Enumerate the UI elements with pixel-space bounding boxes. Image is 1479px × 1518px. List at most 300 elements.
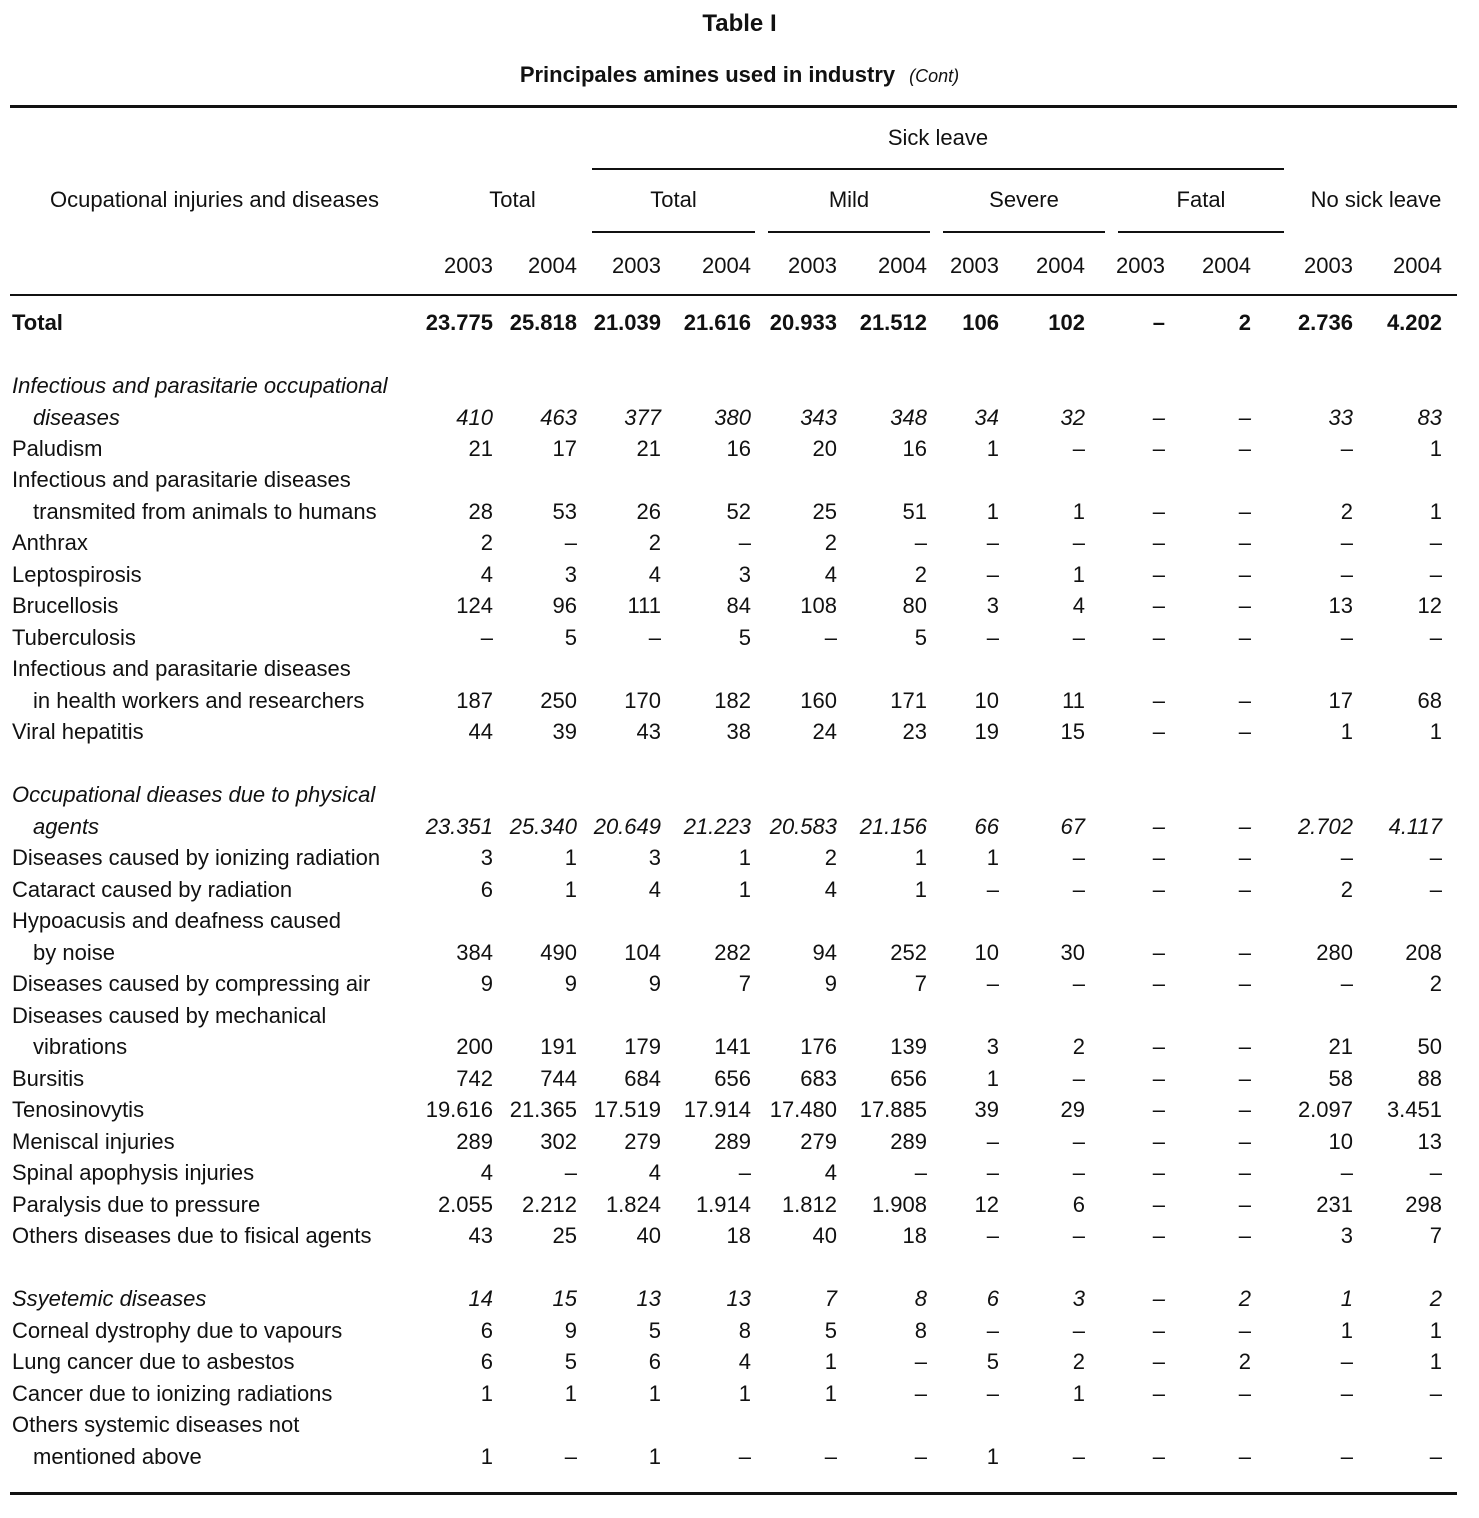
- table-row: [0, 842, 1479, 874]
- table-cell: 83: [1417, 405, 1442, 430]
- table-cell: 39: [552, 719, 577, 744]
- mild-rule: [768, 231, 930, 233]
- table-cell: 104: [624, 940, 661, 965]
- table-cell: 26: [636, 499, 661, 524]
- table-cell: 1: [824, 1349, 837, 1374]
- table-cell: 7: [914, 971, 927, 996]
- year-header: 2003: [1116, 253, 1165, 278]
- table-cell: 1.914: [695, 1192, 751, 1217]
- row-label: Bursitis: [12, 1066, 85, 1091]
- row-label: Infectious and parasitarie occupational: [12, 373, 388, 398]
- table-row: [0, 1126, 1479, 1158]
- table-cell: 377: [624, 405, 661, 430]
- table-cell: 2: [480, 530, 493, 555]
- table-cell: 106: [962, 310, 999, 335]
- table-cell: 2.055: [437, 1192, 493, 1217]
- header-mild: Mild: [828, 187, 870, 212]
- table-cell: 1: [1340, 1286, 1353, 1311]
- table-cell: –: [564, 1444, 577, 1469]
- table-cell: 5: [648, 1318, 661, 1343]
- table-row: [0, 590, 1479, 622]
- table-cell: 4: [480, 1160, 493, 1185]
- table-cell: –: [1072, 971, 1085, 996]
- row-label: transmited from animals to humans: [33, 499, 377, 524]
- table-cell: 3: [648, 845, 661, 870]
- table-cell: –: [1238, 1066, 1251, 1091]
- table-cell: 1: [738, 877, 751, 902]
- table-cell: 182: [714, 688, 751, 713]
- header-total: Total: [489, 187, 536, 212]
- table-cell: 29: [1060, 1097, 1085, 1122]
- table-cell: 1: [1429, 436, 1442, 461]
- table-cell: 19: [974, 719, 999, 744]
- table-cell: 24: [812, 719, 837, 744]
- table-cell: 20.933: [769, 310, 837, 335]
- table-cell: –: [738, 1160, 751, 1185]
- table-cell: –: [648, 625, 661, 650]
- table-cell: –: [914, 1444, 927, 1469]
- table-row: [0, 307, 1479, 339]
- year-header: 2004: [1202, 253, 1251, 278]
- table-cell: 5: [738, 625, 751, 650]
- row-label: Lung cancer due to asbestos: [12, 1349, 295, 1374]
- table-cell: 2.097: [1297, 1097, 1353, 1122]
- table-row: [0, 1283, 1479, 1315]
- table-cell: –: [1238, 562, 1251, 587]
- table-row: [0, 433, 1479, 465]
- table-row: [0, 1189, 1479, 1221]
- table-cell: 21.156: [859, 814, 927, 839]
- subtitle-note: (Cont): [909, 66, 960, 86]
- table-cell: 21: [636, 436, 661, 461]
- table-cell: 2: [1340, 877, 1353, 902]
- table-cell: –: [986, 625, 999, 650]
- table-cell: 21: [468, 436, 493, 461]
- year-header: 2003: [1304, 253, 1353, 278]
- table-cell: –: [1429, 845, 1442, 870]
- table-cell: 18: [726, 1223, 751, 1248]
- table-cell: –: [1072, 1223, 1085, 1248]
- table-cell: 43: [468, 1223, 493, 1248]
- table-cell: 9: [564, 1318, 577, 1343]
- table-cell: 3: [986, 593, 999, 618]
- table-cell: 2: [1238, 1349, 1251, 1374]
- row-label: Infectious and parasitarie diseases: [12, 467, 351, 492]
- table-row: [0, 716, 1479, 748]
- table-cell: 250: [540, 688, 577, 713]
- table-cell: 1.824: [605, 1192, 661, 1217]
- table-cell: 32: [1060, 405, 1085, 430]
- table-cell: 1: [564, 845, 577, 870]
- row-label: mentioned above: [33, 1444, 202, 1469]
- table-cell: 23.351: [425, 814, 493, 839]
- table-cell: 39: [974, 1097, 999, 1122]
- table-cell: 1: [648, 1444, 661, 1469]
- table-cell: –: [1152, 499, 1165, 524]
- table-cell: 3: [1340, 1223, 1353, 1248]
- table-cell: 50: [1417, 1034, 1442, 1059]
- table-cell: 14: [468, 1286, 493, 1311]
- table-cell: 17: [552, 436, 577, 461]
- table-cell: –: [986, 971, 999, 996]
- table-cell: 21.512: [859, 310, 927, 335]
- table-cell: –: [1238, 593, 1251, 618]
- row-label: Hypoacusis and deafness caused: [12, 908, 341, 933]
- table-cell: –: [1340, 530, 1353, 555]
- table-cell: 348: [890, 405, 927, 430]
- table-cell: 280: [1316, 940, 1353, 965]
- table-cell: 25.818: [509, 310, 577, 335]
- bottom-rule: [10, 1492, 1457, 1495]
- row-label: Diseases caused by mechanical: [12, 1003, 327, 1028]
- severe-rule: [943, 231, 1105, 233]
- table-cell: –: [1152, 1318, 1165, 1343]
- table-cell: –: [986, 877, 999, 902]
- table-row: [0, 937, 1479, 969]
- table-cell: 21.039: [593, 310, 661, 335]
- table-cell: –: [1238, 845, 1251, 870]
- table-cell: 84: [726, 593, 751, 618]
- table-cell: 176: [800, 1034, 837, 1059]
- table-cell: 58: [1328, 1066, 1353, 1091]
- table-cell: –: [1238, 814, 1251, 839]
- table-cell: –: [1340, 1160, 1353, 1185]
- table-cell: 9: [564, 971, 577, 996]
- table-cell: –: [1340, 845, 1353, 870]
- row-label: Meniscal injuries: [12, 1129, 175, 1154]
- table-cell: –: [1152, 562, 1165, 587]
- table-cell: 17.480: [769, 1097, 837, 1122]
- table-cell: 12: [1417, 593, 1442, 618]
- table-cell: –: [1072, 877, 1085, 902]
- table-cell: 5: [564, 1349, 577, 1374]
- table-cell: –: [564, 530, 577, 555]
- table-cell: –: [1238, 877, 1251, 902]
- table-cell: 2: [1429, 1286, 1442, 1311]
- table-cell: –: [1238, 1097, 1251, 1122]
- table-row: [0, 653, 1479, 685]
- table-cell: 191: [540, 1034, 577, 1059]
- table-cell: –: [824, 1444, 837, 1469]
- table-row: [0, 968, 1479, 1000]
- table-cell: –: [986, 562, 999, 587]
- row-label: by noise: [33, 940, 115, 965]
- table-cell: 4: [480, 562, 493, 587]
- table-row: [0, 1441, 1479, 1473]
- row-label: in health workers and researchers: [33, 688, 365, 713]
- table-cell: 18: [902, 1223, 927, 1248]
- table-row: [0, 1220, 1479, 1252]
- table-cell: 10: [974, 940, 999, 965]
- year-header: 2004: [1393, 253, 1442, 278]
- table-cell: 19.616: [425, 1097, 493, 1122]
- table-cell: –: [1152, 1066, 1165, 1091]
- table-cell: 52: [726, 499, 751, 524]
- table-title: Table I: [702, 10, 777, 37]
- year-header: 2003: [788, 253, 837, 278]
- table-cell: –: [1238, 499, 1251, 524]
- table-cell: 1: [648, 1381, 661, 1406]
- subtitle-text: Principales amines used in industry: [519, 62, 896, 87]
- table-cell: 683: [800, 1066, 837, 1091]
- table-cell: –: [1340, 562, 1353, 587]
- table-cell: 4: [648, 1160, 661, 1185]
- header-sick-leave: Sick leave: [887, 125, 989, 150]
- table-cell: 13: [636, 1286, 661, 1311]
- table-cell: 20.649: [593, 814, 661, 839]
- table-cell: –: [1238, 530, 1251, 555]
- table-cell: 384: [456, 940, 493, 965]
- row-label: Tuberculosis: [12, 625, 136, 650]
- table-cell: 28: [468, 499, 493, 524]
- row-label: vibrations: [33, 1034, 128, 1059]
- table-cell: 111: [627, 593, 661, 618]
- year-header: 2004: [878, 253, 927, 278]
- table-cell: 16: [726, 436, 751, 461]
- row-label: Diseases caused by compressing air: [12, 971, 371, 996]
- table-cell: 656: [890, 1066, 927, 1091]
- table-cell: –: [1072, 1444, 1085, 1469]
- table-cell: –: [1072, 1160, 1085, 1185]
- table-cell: 1: [1072, 499, 1085, 524]
- table-cell: –: [1238, 1223, 1251, 1248]
- table-cell: 43: [636, 719, 661, 744]
- table-cell: 68: [1417, 688, 1442, 713]
- table-cell: 7: [1429, 1223, 1442, 1248]
- table-row: [0, 496, 1479, 528]
- row-label: Anthrax: [12, 530, 88, 555]
- header-fatal: Fatal: [1176, 187, 1226, 212]
- table-cell: –: [1238, 1129, 1251, 1154]
- table-cell: –: [1238, 719, 1251, 744]
- table-cell: 208: [1405, 940, 1442, 965]
- table-cell: –: [1152, 940, 1165, 965]
- table-cell: 1: [914, 877, 927, 902]
- fatal-rule: [1118, 231, 1284, 233]
- table-cell: 8: [914, 1318, 927, 1343]
- top-rule: [10, 105, 1457, 108]
- table-row: [0, 1094, 1479, 1126]
- header-rule: [10, 294, 1457, 296]
- row-label: diseases: [33, 405, 120, 430]
- table-cell: 4.117: [1388, 814, 1442, 839]
- table-row: [0, 1031, 1479, 1063]
- table-cell: 38: [726, 719, 751, 744]
- row-label: Infectious and parasitarie diseases: [12, 656, 351, 681]
- sick-total-rule: [592, 231, 755, 233]
- table-cell: 3: [738, 562, 751, 587]
- row-label: Corneal dystrophy due to vapours: [12, 1318, 343, 1343]
- row-label: Others diseases due to fisical agents: [12, 1223, 372, 1248]
- table-cell: –: [1429, 1381, 1442, 1406]
- row-label: Leptospirosis: [12, 562, 142, 587]
- table-cell: –: [1152, 1223, 1165, 1248]
- table-cell: 179: [624, 1034, 661, 1059]
- table-cell: 656: [714, 1066, 751, 1091]
- table-cell: 289: [456, 1129, 493, 1154]
- table-row: [0, 622, 1479, 654]
- table-cell: 1: [986, 1444, 999, 1469]
- table-row: [0, 1346, 1479, 1378]
- table-cell: 5: [986, 1349, 999, 1374]
- table-cell: 3: [986, 1034, 999, 1059]
- table-cell: –: [1152, 625, 1165, 650]
- table-row: [0, 1063, 1479, 1095]
- table-cell: 7: [738, 971, 751, 996]
- table-cell: –: [1072, 1318, 1085, 1343]
- table-cell: 3.451: [1386, 1097, 1442, 1122]
- table-cell: –: [1429, 562, 1442, 587]
- table-cell: 25.340: [509, 814, 577, 839]
- table-cell: 1.908: [871, 1192, 927, 1217]
- table-cell: 33: [1328, 405, 1353, 430]
- table-cell: –: [738, 530, 751, 555]
- table-cell: 2: [1429, 971, 1442, 996]
- table-cell: 6: [480, 1318, 493, 1343]
- table-cell: –: [1238, 971, 1251, 996]
- row-label: Viral hepatitis: [12, 719, 144, 744]
- table-cell: –: [1152, 688, 1165, 713]
- row-label: Diseases caused by ionizing radiation: [12, 845, 381, 870]
- row-label: Ssyetemic diseases: [12, 1286, 207, 1311]
- table-cell: 4: [824, 1160, 837, 1185]
- table-row: [0, 464, 1479, 496]
- table-cell: 94: [812, 940, 837, 965]
- table-cell: –: [564, 1160, 577, 1185]
- table-cell: 23: [902, 719, 927, 744]
- table-cell: –: [986, 1129, 999, 1154]
- table-cell: –: [1238, 1160, 1251, 1185]
- table-cell: 21.365: [509, 1097, 577, 1122]
- table-cell: –: [738, 1444, 751, 1469]
- table-row: [0, 527, 1479, 559]
- table-cell: 88: [1417, 1066, 1442, 1091]
- row-label: Paralysis due to pressure: [12, 1192, 261, 1217]
- table-cell: 1: [986, 499, 999, 524]
- table-cell: 9: [648, 971, 661, 996]
- row-label: Total: [12, 310, 63, 335]
- table-cell: 5: [824, 1318, 837, 1343]
- header-no-sick-leave: No sick leave: [1310, 187, 1442, 212]
- table-row: [0, 905, 1479, 937]
- table-cell: 141: [714, 1034, 751, 1059]
- table-cell: 6: [1072, 1192, 1085, 1217]
- table-cell: 15: [552, 1286, 577, 1311]
- table-cell: –: [1152, 1349, 1165, 1374]
- table-row: [0, 1409, 1479, 1441]
- table-cell: 3: [564, 562, 577, 587]
- table-row: [0, 402, 1479, 434]
- table-cell: 4: [1072, 593, 1085, 618]
- table-cell: 1: [1429, 719, 1442, 744]
- table-cell: 3: [1072, 1286, 1085, 1311]
- table-cell: –: [1238, 1381, 1251, 1406]
- row-label: Others systemic diseases not: [12, 1412, 300, 1437]
- table-cell: –: [1238, 940, 1251, 965]
- table-cell: –: [986, 1381, 999, 1406]
- table-cell: –: [1238, 436, 1251, 461]
- table-cell: 6: [986, 1286, 999, 1311]
- table-cell: –: [1152, 1129, 1165, 1154]
- table-cell: –: [1152, 310, 1165, 335]
- table-cell: 6: [648, 1349, 661, 1374]
- table-cell: 108: [800, 593, 837, 618]
- table-cell: 5: [564, 625, 577, 650]
- table-cell: 279: [624, 1129, 661, 1154]
- table-cell: 1: [986, 845, 999, 870]
- table-row: [0, 1157, 1479, 1189]
- table-cell: –: [986, 1223, 999, 1248]
- table-cell: 380: [714, 405, 751, 430]
- table-cell: 1: [1072, 1381, 1085, 1406]
- table-cell: 171: [890, 688, 927, 713]
- table-cell: 20: [812, 436, 837, 461]
- table-cell: –: [1152, 1160, 1165, 1185]
- table-cell: 200: [456, 1034, 493, 1059]
- table-cell: 1: [1429, 499, 1442, 524]
- table-cell: 1: [480, 1381, 493, 1406]
- table-cell: –: [1152, 877, 1165, 902]
- table-cell: –: [1238, 688, 1251, 713]
- table-cell: 1: [1072, 562, 1085, 587]
- table-cell: 25: [552, 1223, 577, 1248]
- table-cell: 187: [456, 688, 493, 713]
- table-cell: 40: [636, 1223, 661, 1248]
- table-cell: –: [824, 625, 837, 650]
- table-cell: 2: [1072, 1034, 1085, 1059]
- table-cell: 3: [480, 845, 493, 870]
- table-cell: 744: [540, 1066, 577, 1091]
- table-cell: 139: [890, 1034, 927, 1059]
- table-cell: 20.583: [769, 814, 837, 839]
- table-cell: 4: [648, 877, 661, 902]
- table-cell: 96: [552, 593, 577, 618]
- row-label: Paludism: [12, 436, 103, 461]
- year-header: 2003: [612, 253, 661, 278]
- table-cell: 4: [738, 1349, 751, 1374]
- table-cell: 53: [552, 499, 577, 524]
- table-cell: –: [1152, 1034, 1165, 1059]
- table-cell: 2: [824, 845, 837, 870]
- table-cell: 282: [714, 940, 751, 965]
- table-cell: –: [914, 1160, 927, 1185]
- table-cell: 51: [902, 499, 927, 524]
- table-cell: 1: [738, 845, 751, 870]
- table-cell: 742: [456, 1066, 493, 1091]
- table-cell: 1: [1340, 719, 1353, 744]
- table-cell: –: [1238, 1034, 1251, 1059]
- table-row: [0, 1000, 1479, 1032]
- table-cell: 2: [1072, 1349, 1085, 1374]
- table-cell: –: [1072, 845, 1085, 870]
- table-cell: –: [986, 1160, 999, 1185]
- table-cell: –: [1238, 405, 1251, 430]
- table-cell: –: [1072, 1129, 1085, 1154]
- table-cell: 1: [914, 845, 927, 870]
- table-cell: 2.736: [1297, 310, 1353, 335]
- table-cell: 124: [456, 593, 493, 618]
- row-label: Brucellosis: [12, 593, 119, 618]
- table-row: [0, 874, 1479, 906]
- table-cell: –: [1340, 1444, 1353, 1469]
- table-cell: 252: [890, 940, 927, 965]
- table-cell: –: [914, 1381, 927, 1406]
- table-cell: 6: [480, 877, 493, 902]
- table-cell: –: [1152, 971, 1165, 996]
- table-cell: 1: [986, 1066, 999, 1091]
- table-cell: 6: [480, 1349, 493, 1374]
- table-cell: 170: [624, 688, 661, 713]
